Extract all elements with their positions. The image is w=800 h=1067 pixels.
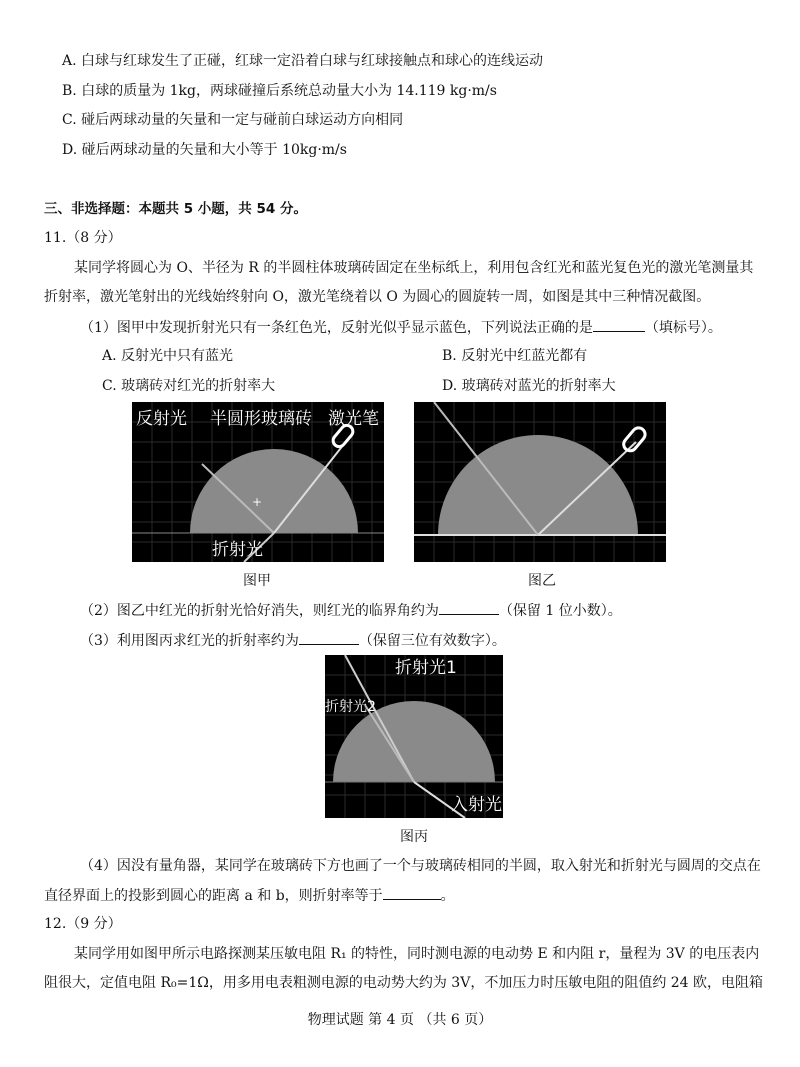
- caption-yi: 图乙: [528, 573, 556, 589]
- label-laser: 激光笔: [328, 409, 379, 429]
- q11-part2-text: （2）图乙中红光的折射光恰好消失，则红光的临界角约为: [80, 603, 439, 619]
- q11-part2-tail: （保留 1 位小数）。: [498, 603, 622, 619]
- semicircle-glass: [438, 435, 638, 535]
- label-glass: 半圆形玻璃砖: [210, 409, 312, 429]
- label-refract-1: 折射光1: [395, 658, 457, 678]
- answer-blank[interactable]: [383, 885, 441, 900]
- answer-blank[interactable]: [439, 600, 499, 615]
- q11-part3-tail: （保留三位有效数字）。: [358, 633, 506, 649]
- figure-yi: [414, 402, 666, 562]
- section-title: 三、非选择题：本题共 5 小题，共 54 分。: [44, 201, 307, 217]
- figure-bing-image: [325, 655, 503, 818]
- page-footer: 物理试题 第 4 页 （共 6 页）: [307, 1012, 493, 1028]
- figure-jia-image: [132, 402, 384, 562]
- q12-line1: 某同学用如图甲所示电路探测某压敏电阻 R₁ 的特性，同时测电源的电动势 E 和内阻 r，量程为 3V 的电压表内: [74, 946, 760, 962]
- center-marker: +: [252, 495, 263, 509]
- label-refract-2: 折射光2: [325, 699, 376, 715]
- q11-option-d: D. 玻璃砖对蓝光的折射率大: [442, 378, 616, 394]
- q11-part4-line1: （4）因没有量角器，某同学在玻璃砖下方也画了一个与玻璃砖相同的半圆，取入射光和折射光与圆周的交点在: [80, 858, 761, 874]
- q11-part1-tail: （填标号）。: [644, 320, 722, 336]
- caption-jia: 图甲: [243, 573, 271, 589]
- answer-blank[interactable]: [593, 317, 645, 332]
- q11-number: 11.（8 分）: [44, 230, 122, 246]
- q12-number: 12.（9 分）: [44, 916, 122, 932]
- answer-blank[interactable]: [299, 630, 359, 645]
- q11-part2: [80, 600, 622, 621]
- q11-part3-text: （3）利用图丙求红光的折射率约为: [80, 633, 299, 649]
- q11-option-a: A. 反射光中只有蓝光: [102, 348, 234, 364]
- q11-option-b: B. 反射光中红蓝光都有: [442, 348, 588, 364]
- q11-part4-tail: 。: [440, 888, 455, 904]
- q11-part4-text: 直径界面上的投影到圆心的距离 a 和 b，则折射率等于: [44, 888, 383, 904]
- label-reflect: 反射光: [136, 409, 187, 429]
- q11-intro-line1: 某同学将圆心为 O、半径为 R 的半圆柱体玻璃砖固定在坐标纸上，利用包含红光和蓝光复色光的激光笔测量其: [74, 260, 754, 276]
- q11-intro-line2: 折射率，激光笔射出的光线始终射向 O，激光笔绕着以 O 为圆心的圆旋转一周，如图是其中三种情况截图。: [44, 289, 711, 305]
- q11-part1-text: （1）图甲中发现折射光只有一条红色光，反射光似乎显示蓝色，下列说法正确的是: [80, 320, 593, 336]
- figure-jia: [132, 402, 384, 562]
- q12-line2: 阻很大，定值电阻 R₀=1Ω，用多用电表粗测电源的电动势大约为 3V，不加压力时压敏电阻的阻值约 24 欧，电阻箱: [44, 975, 764, 991]
- q11-option-c: C. 玻璃砖对红光的折射率大: [102, 378, 276, 394]
- label-refract: 折射光: [212, 540, 263, 560]
- q10-option-c: C. 碰后两球动量的矢量和一定与碰前白球运动方向相同: [62, 112, 404, 128]
- q11-part4-line2: [44, 885, 455, 906]
- q11-part1: [80, 317, 722, 338]
- q10-option-a: A. 白球与红球发生了正碰，红球一定沿着白球与红球接触点和球心的连线运动: [62, 53, 544, 69]
- label-incident: 入射光: [451, 795, 502, 815]
- q10-option-b: B. 白球的质量为 1kg，两球碰撞后系统总动量大小为 14.119 kg·m/s: [62, 83, 497, 99]
- q11-part3: [80, 630, 506, 651]
- figure-bing: [325, 655, 503, 818]
- q10-option-d: D. 碰后两球动量的矢量和大小等于 10kg·m/s: [62, 142, 347, 158]
- caption-bing: 图丙: [400, 829, 428, 845]
- figure-yi-image: [414, 402, 666, 562]
